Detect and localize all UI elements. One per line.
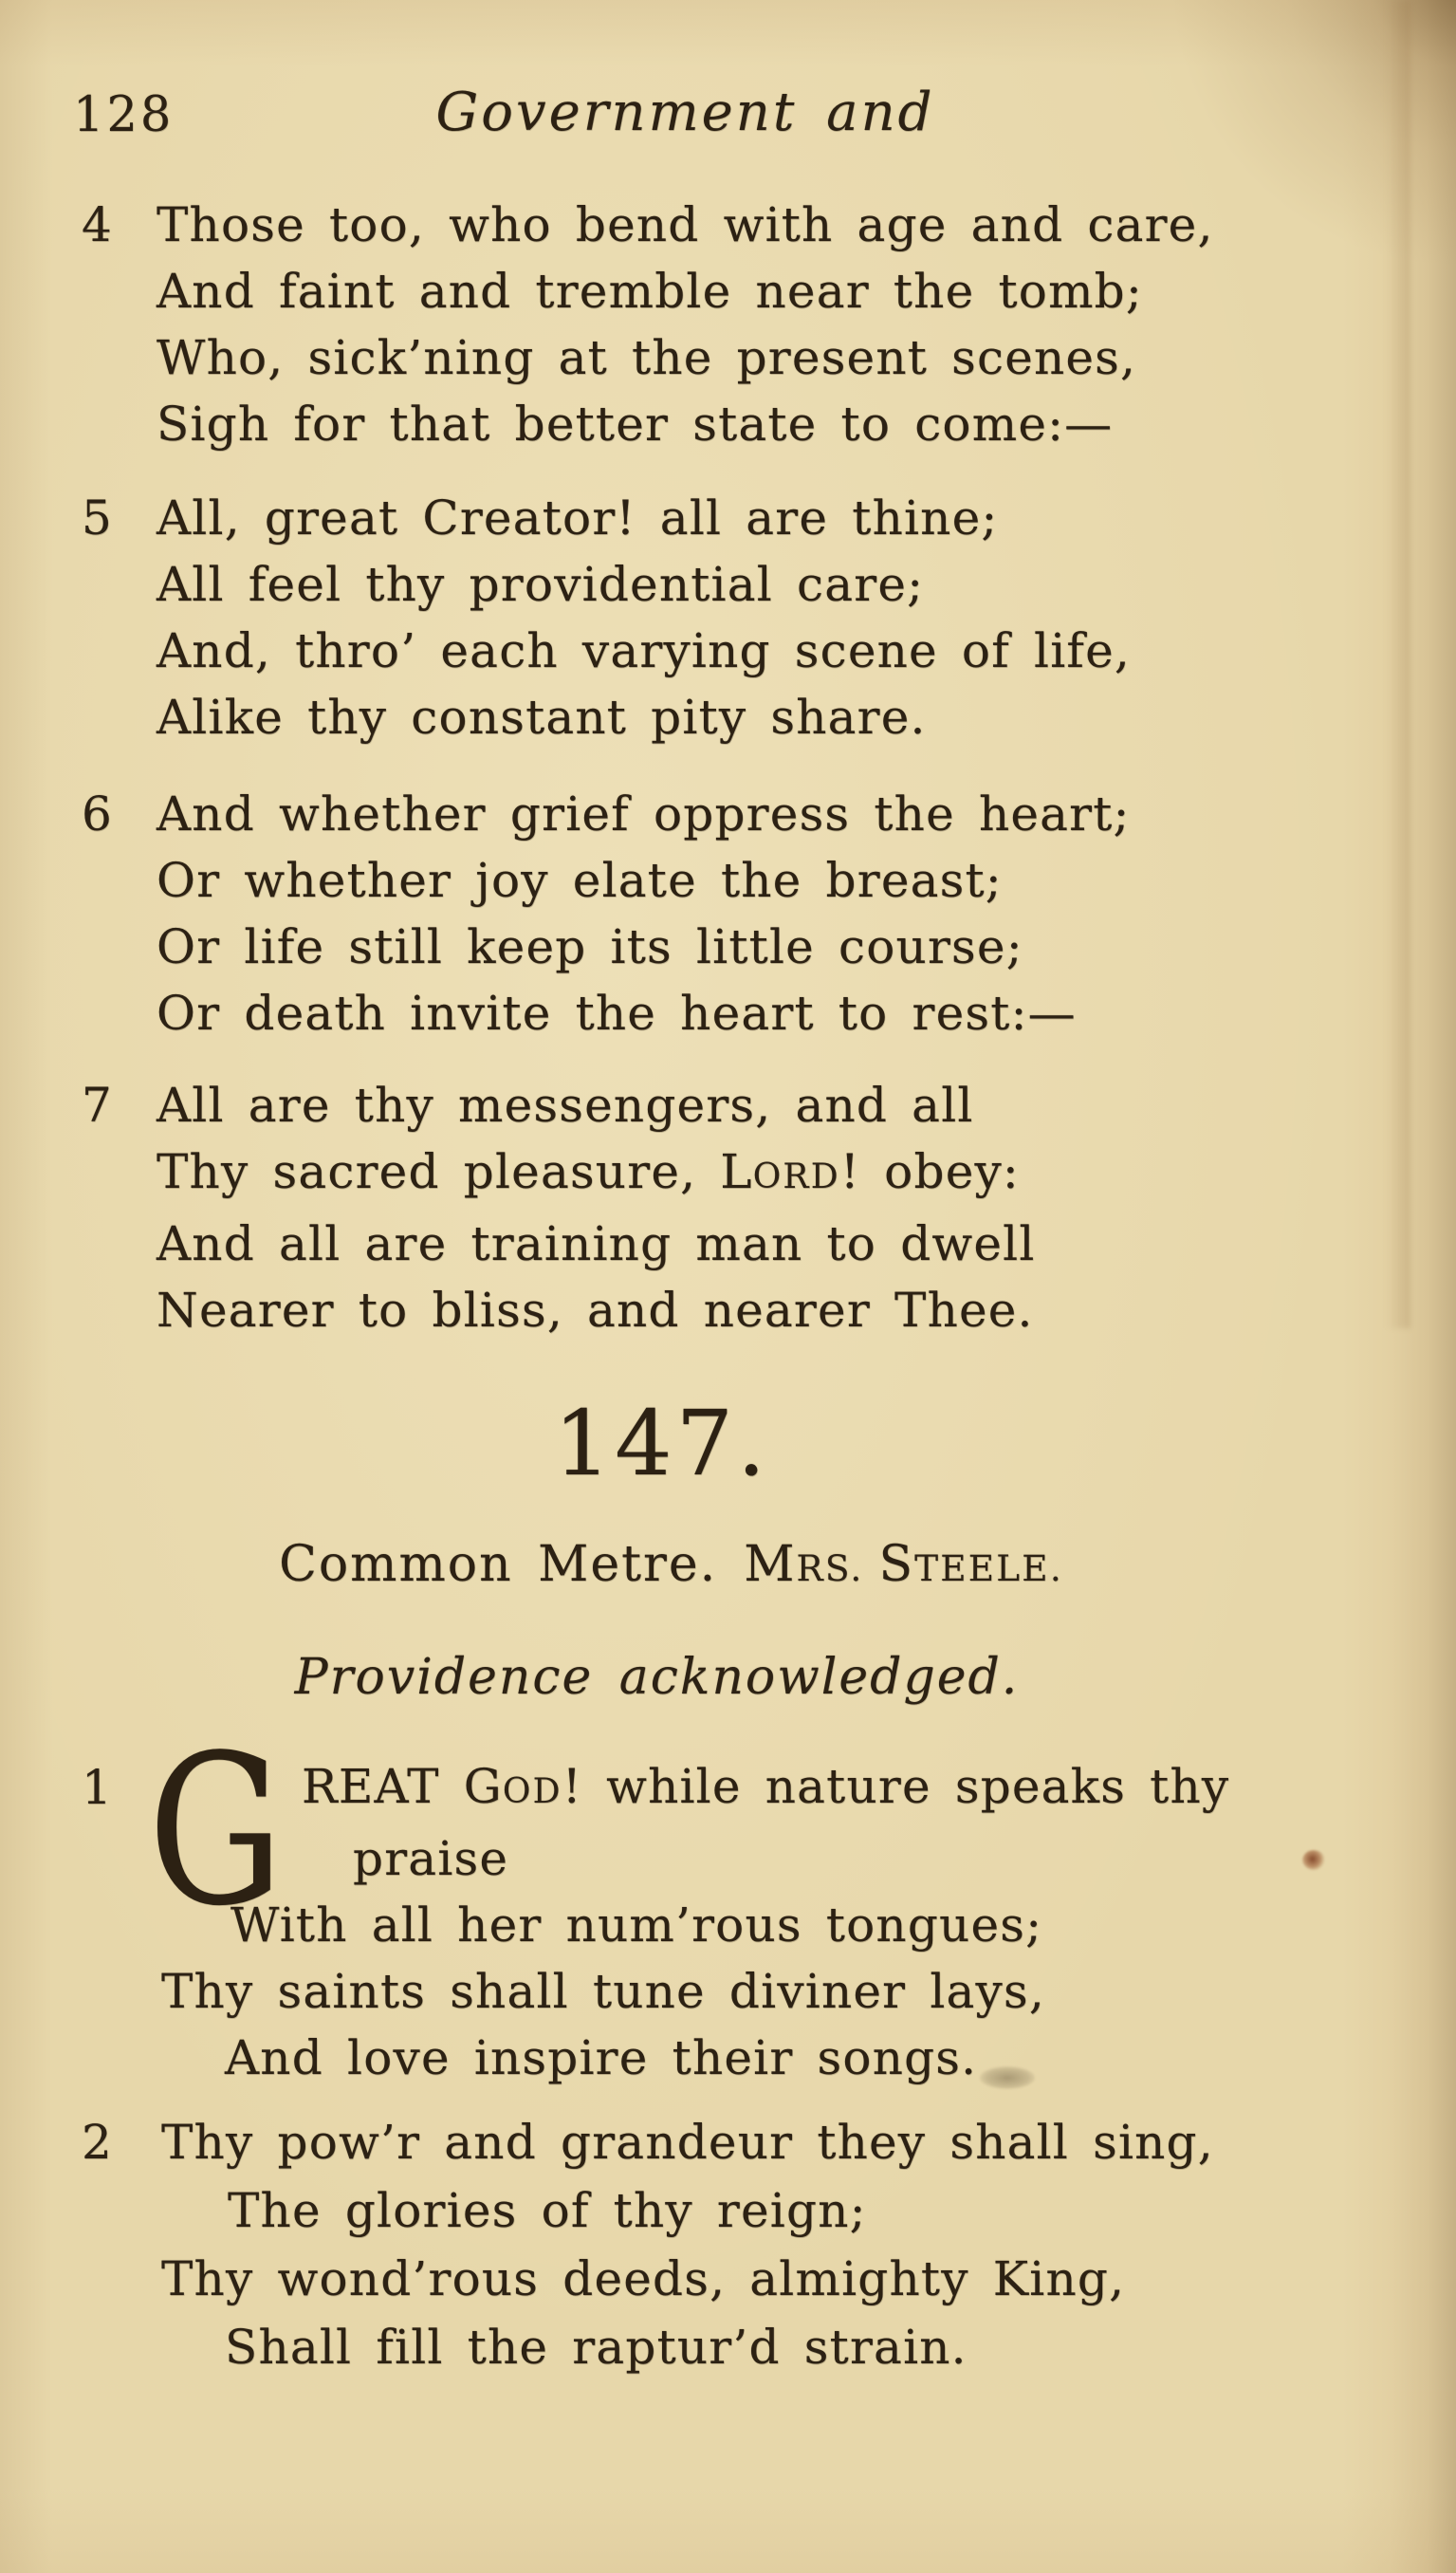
metre-label: Common Metre.	[279, 1536, 718, 1593]
verse-line: Shall fill the raptur’d strain.	[225, 2320, 968, 2375]
rust-spot	[1302, 1850, 1325, 1870]
verse-line: And, thro’ each varying scene of life,	[157, 623, 1131, 678]
author-title-smallcaps: RS.	[796, 1547, 864, 1589]
verse-line: Or whether joy elate the breast;	[157, 853, 1003, 908]
verse-line	[302, 1753, 1456, 1825]
verse-line: Or life still keep its little course;	[157, 919, 1023, 974]
smallcaps-lord: ORD	[752, 1157, 840, 1196]
verse-number: 7	[82, 1078, 112, 1133]
verse-line: Who, sick’ning at the present scenes,	[157, 330, 1137, 385]
verse-line: And love inspire their songs.	[225, 2030, 978, 2085]
hymn-title: Providence acknowledged.	[294, 1649, 1020, 1706]
verse-line-text: ! obey:	[839, 1144, 1020, 1199]
drop-cap-G: G	[148, 1712, 284, 1952]
verse-number: 5	[82, 491, 112, 546]
hymn-147-verse-2	[0, 2108, 1456, 2381]
hymn-146-verse-7	[0, 1072, 1456, 1343]
hymn-146-verse-6	[0, 781, 1456, 1046]
verse-number: 2	[82, 2115, 112, 2170]
page-number: 128	[73, 87, 175, 143]
author-surname-initial: S	[878, 1536, 915, 1593]
verse-line-text: ! while nature speaks thy	[562, 1759, 1230, 1814]
verse-line: And faint and tremble near the tomb;	[157, 264, 1143, 319]
hymn-146-verse-4	[0, 192, 1456, 457]
hymn-number-heading: 147.	[553, 1392, 770, 1496]
verse-line: All are thy messengers, and all	[157, 1078, 974, 1133]
verse-line: And all are training man to dwell	[157, 1216, 1036, 1271]
author-title-initial: M	[744, 1536, 797, 1593]
verse-number: 4	[82, 197, 112, 252]
verse-line-text: Thy sacred pleasure, L	[157, 1144, 753, 1199]
verse-line: Thy saints shall tune diviner lays,	[161, 1964, 1045, 2019]
hymn-147-verse-1	[0, 1712, 1456, 2091]
hymn-146-verse-5	[0, 485, 1456, 750]
verse-line: The glories of thy reign;	[228, 2183, 867, 2238]
verse-line: Thy wond’rous deeds, almighty King,	[161, 2251, 1126, 2306]
verse-line: All feel thy providential care;	[157, 557, 925, 612]
verse-line: Sigh for that better state to come:—	[157, 397, 1114, 452]
verse-line-text: REAT G	[302, 1759, 503, 1814]
faint-smudge	[980, 2066, 1035, 2089]
verse-line: With all her num’rous tongues;	[230, 1897, 1043, 1953]
verse-number: 6	[82, 787, 112, 842]
verse-line: Or death invite the heart to rest:—	[157, 986, 1077, 1041]
verse-line	[157, 1138, 1456, 1211]
running-title: Government and	[435, 82, 935, 143]
verse-line-overflow: praise	[353, 1831, 509, 1886]
verse-line: Alike thy constant pity share.	[157, 690, 927, 745]
hymn-meta-line	[0, 1531, 1342, 1601]
author-name	[744, 1536, 1063, 1593]
verse-line: Thy pow’r and grandeur they shall sing,	[161, 2115, 1214, 2170]
verse-line: All, great Creator! all are thine;	[157, 491, 999, 546]
verse-number: 1	[82, 1760, 112, 1815]
verse-line: Nearer to bliss, and nearer Thee.	[157, 1283, 1034, 1338]
author-surname-smallcaps: TEELE.	[914, 1547, 1063, 1589]
smallcaps-god: OD	[502, 1772, 562, 1811]
verse-line: Those too, who bend with age and care,	[157, 197, 1214, 252]
verse-line: And whether grief oppress the heart;	[157, 787, 1131, 842]
